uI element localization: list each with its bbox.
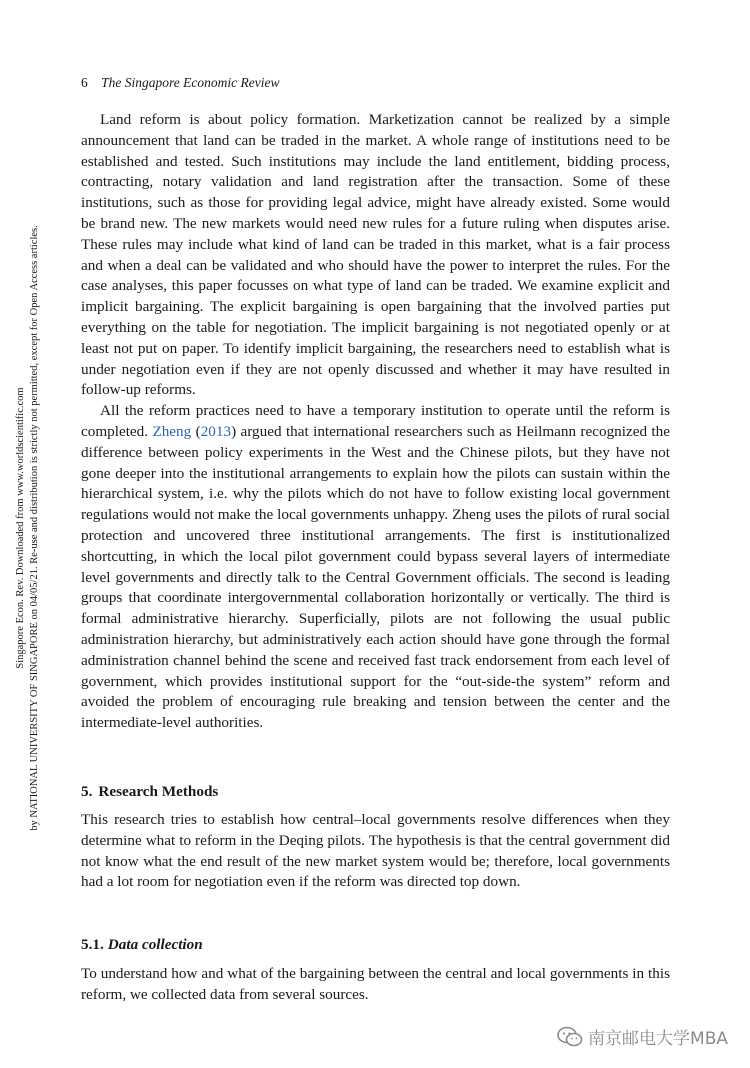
watermark [557, 1024, 728, 1049]
section-heading [81, 782, 670, 802]
paragraph-research-methods: This research tries to establish how central–local governments resolve differences when they determine what to reform in the Deqing pilots. The hypothesis is that the central government did not know what the end result of the new market system would be; therefore, local governments had a lot room for negotiation even if the reform was directed top down. [81, 811, 670, 891]
citation-year-link[interactable]: 2013 [200, 422, 232, 440]
citation-paren: ( [191, 422, 201, 440]
paragraph-data-collection: To understand how and what of the bargaining between the central and local governments in this reform, we collected data from several sources. [81, 965, 670, 1003]
main-text [81, 110, 670, 734]
section-title: Research Methods [98, 783, 219, 800]
download-notice-line1: Singapore Econ. Rev. Downloaded from www.worldscientific.com [15, 387, 26, 669]
citation-author-link[interactable]: Zheng [152, 422, 192, 440]
section-number: 5. [81, 783, 93, 800]
section-body [81, 810, 670, 893]
download-notice-line2: by NATIONAL UNIVERSITY OF SINGAPORE on 04/05/21. Re-use and distribution is strictly not permitted, except for Open Access articles. [29, 225, 40, 831]
journal-title: The Singapore Economic Review [101, 75, 280, 90]
subsection-heading [81, 935, 670, 955]
paragraph-land-reform: Land reform is about policy formation. Marketization cannot be realized by a simple announcement that land can be traded in the market. A whole range of institutions need to be established and tested. Such institutions may include the land entitlement, bidding process, contracting, notary validation and land registration after the transaction. Some of these institutions, such as those for providing legal advice, might have already existed. Some would be brand new. The new markets would need new rules for a future ruling when disputes arise. These rules may include what kind of land can be traded in this market, what is a fair process and when a deal can be validated and who should have the power to interpret the rules. For the case analyses, this paper focusses on what type of land can be traded. We examine explicit and implicit bargaining. The explicit bargaining is open bargaining that the involved parties put everything on the table for negotiation. The implicit bargaining is not negotiated openly or at least not put on paper. To identify implicit bargaining, the researchers need to establish what is under negotiation even if they are not openly discussed and whether it may have resulted in follow-up reforms. [81, 111, 670, 399]
page-number: 6 [81, 75, 88, 90]
paragraph-text: All the reform practices need to have a temporary institution to operate until the reform is completed. [81, 402, 670, 440]
paragraph-reform-practices [81, 401, 670, 734]
running-head [81, 74, 279, 92]
watermark-text: 南京邮电大学MBA [588, 1029, 728, 1049]
download-notice [14, 168, 46, 888]
paragraph-text: ) argued that international researchers such as Heilmann recognized the difference between policy experiments in the West and the Chinese pilots, but they have not gone deeper into the institutional arrangements to explain how the pilots can sustain within the hierarchical system, i.e. why the pilots which do not have to follow existing local government regulations would not make the local governments unhappy. Zheng uses the pilots of rural social protection and uncovered three institutional arrangements. The first is institutionalized shortcutting, in which the local pilot government could bypass several layers of intermediate level governments and directly talk to the Central Government officials. The second is leading groups that coordinate intergovernmental collaboration horizontally or vertically. The third is formal administrative hierarchy. Superficially, pilots are not following the usual public administration hierarchy, but administratively each action should have gone through the formal administration channel behind the scene and received fast track endorsement from each level of government, which provides institutional support for the “out-side-the system” reform and avoided the problem of encouraging rule breaking and tension between the center and the intermediate-level authorities. [81, 422, 670, 732]
wechat-icon [557, 1026, 583, 1048]
subsection-number: 5.1. [81, 936, 104, 953]
subsection-title: Data collection [107, 936, 203, 953]
subsection-body [81, 964, 670, 1006]
